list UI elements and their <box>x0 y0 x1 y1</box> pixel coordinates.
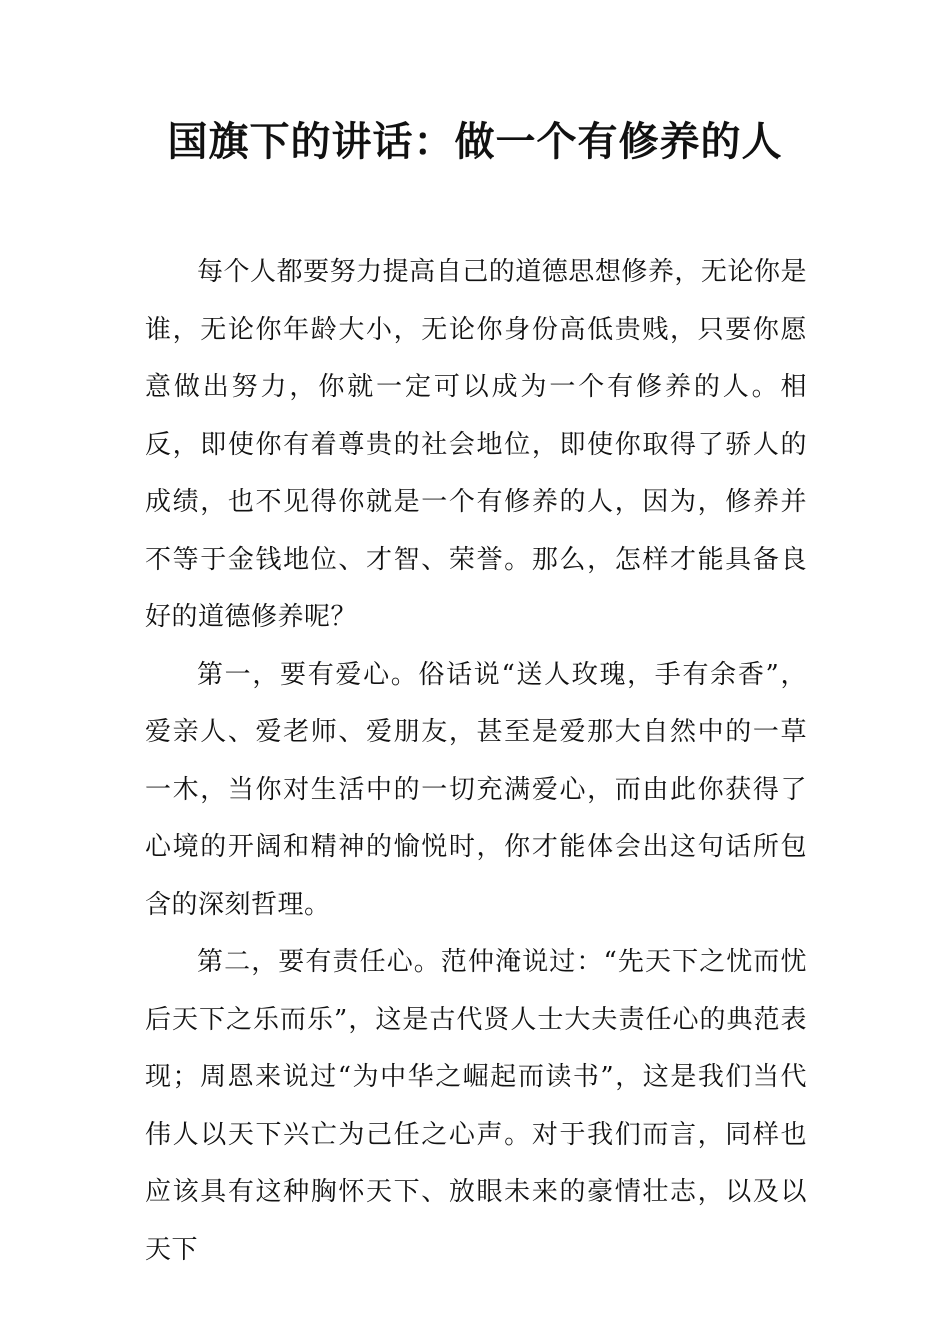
page-title: 国旗下的讲话：做一个有修养的人 <box>167 119 783 165</box>
paragraph-intro: 每个人都要努力提高自己的道德思想修养，无论你是谁，无论你年龄大小，无论你身份高低贵贱，只要你愿意做出努力，你就一定可以成为一个有修养的人。相反，即使你有着尊贵的社会地位，即使你取得了骄人的成绩，也不见得你就是一个有修养的人，因为，修养并不等于金钱地位、才智、荣誉。那么，怎样才能具备良好的道德修养呢？ <box>145 257 807 632</box>
paragraph-love: 第一，要有爱心。俗话说“送人玫瑰，手有余香”，爱亲人、爱老师、爱朋友，甚至是爱那大自然中的一草一木，当你对生活中的一切充满爱心，而由此你获得了心境的开阔和精神的愉悦时，你才能体会出这句话所包含的深刻哲理。 <box>145 659 807 920</box>
paragraph-responsibility: 第二，要有责任心。范仲淹说过：“先天下之忧而忧后天下之乐而乐”，这是古代贤人士大夫责任心的典范表现；周恩来说过“为中华之崛起而读书”，这是我们当代伟人以天下兴亡为己任之心声。对于我们而言，同样也应该具有这种胸怀天下、放眼未来的豪情壮志，以及以天下 <box>145 947 807 1265</box>
document-body <box>145 244 807 1279</box>
